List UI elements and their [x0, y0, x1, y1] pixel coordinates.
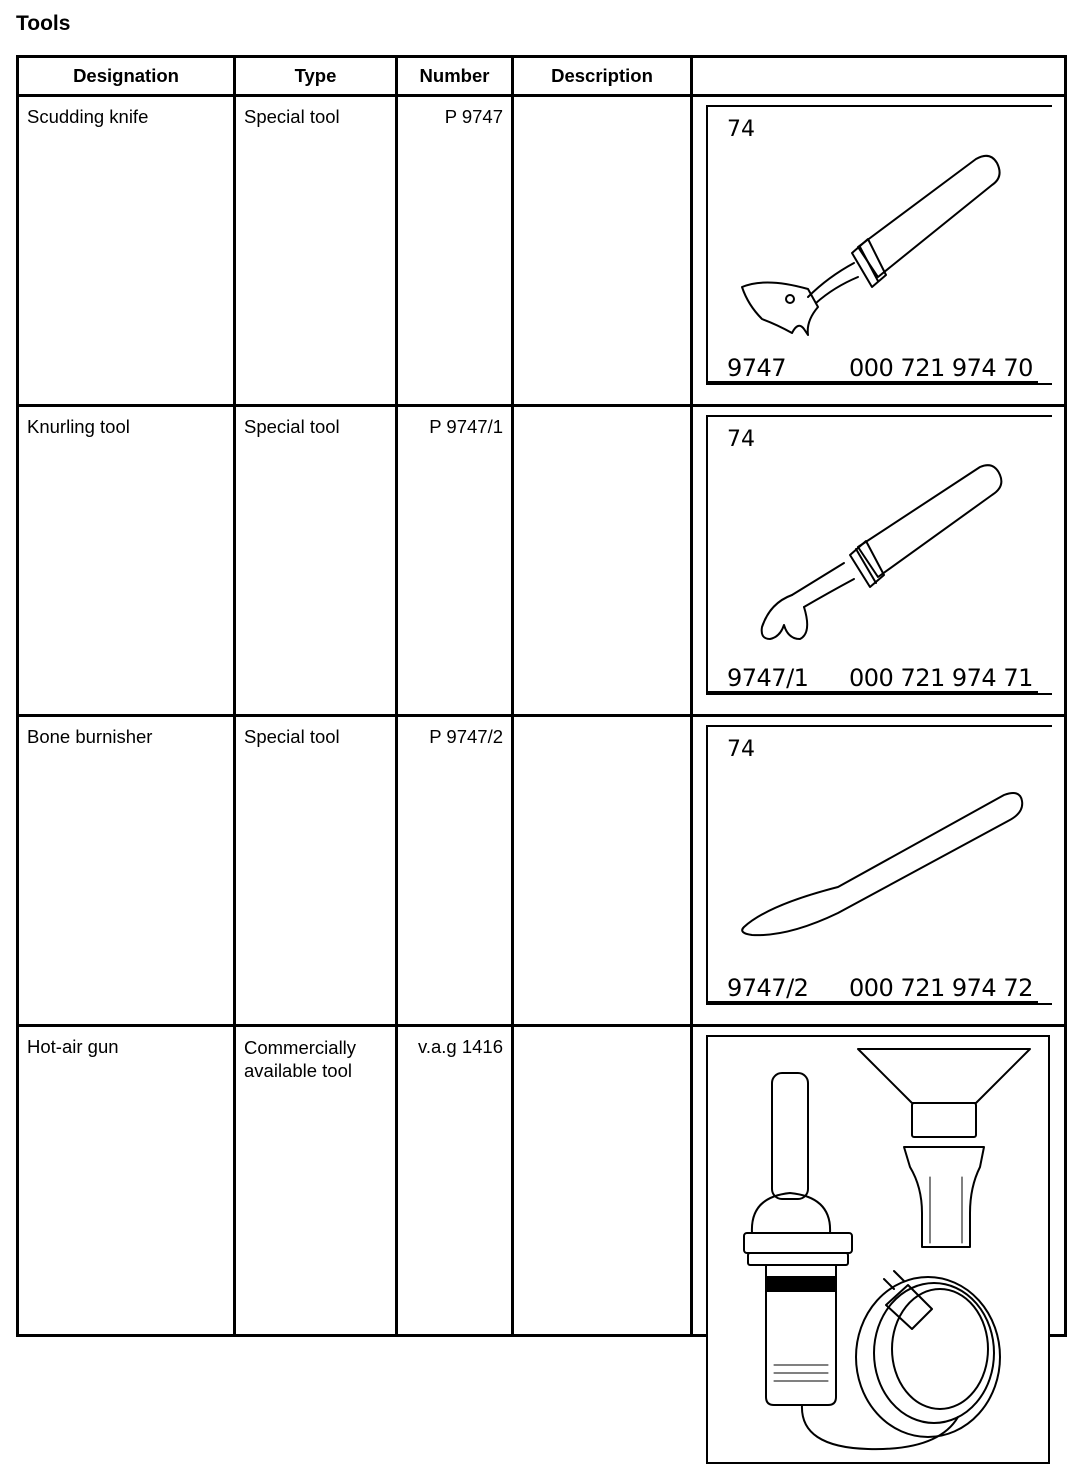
- bone-burnisher-icon: [708, 727, 1052, 1005]
- cell-designation: Scudding knife: [18, 96, 235, 406]
- cell-description: [513, 96, 692, 406]
- illustration-top-label: 74: [727, 737, 755, 762]
- col-header-type: Type: [235, 57, 397, 96]
- page-title: Tools: [16, 12, 71, 35]
- cell-type: Special tool: [235, 716, 397, 1026]
- part-number-label: 000 721 974 72: [849, 974, 1033, 1002]
- cell-designation: Bone burnisher: [18, 716, 235, 1026]
- illustration-bottom-label: [727, 664, 1033, 692]
- cell-image: [692, 1026, 1066, 1336]
- scudding-knife-icon: [708, 107, 1052, 385]
- cell-image: [692, 96, 1066, 406]
- tool-number-label: 9747: [727, 354, 787, 382]
- table-row: [18, 406, 1066, 716]
- illustration-top-label: 74: [727, 117, 755, 142]
- hot-air-gun-icon: [708, 1037, 1050, 1464]
- tools-table: [16, 55, 1067, 1337]
- part-number-label: 000 721 974 71: [849, 664, 1033, 692]
- tool-illustration: [706, 105, 1052, 385]
- cell-image: [692, 406, 1066, 716]
- cell-description: [513, 406, 692, 716]
- cell-type: Special tool: [235, 96, 397, 406]
- part-number-label: 000 721 974 70: [849, 354, 1033, 382]
- cell-type: [235, 1026, 397, 1336]
- cell-type: Special tool: [235, 406, 397, 716]
- tool-number-label: 9747/2: [727, 974, 809, 1002]
- cell-number: P 9747/1: [397, 406, 513, 716]
- illustration-bottom-label: [727, 354, 1033, 382]
- table-row: [18, 716, 1066, 1026]
- cell-number: P 9747: [397, 96, 513, 406]
- cell-description: [513, 1026, 692, 1336]
- cell-designation: Hot-air gun: [18, 1026, 235, 1336]
- tool-illustration: [706, 415, 1052, 695]
- cell-number: P 9747/2: [397, 716, 513, 1026]
- cell-designation: Knurling tool: [18, 406, 235, 716]
- illustration-top-label: 74: [727, 427, 755, 452]
- cell-number: v.a.g 1416: [397, 1026, 513, 1336]
- tool-illustration: [706, 1035, 1050, 1464]
- illustration-bottom-label: [727, 974, 1033, 1002]
- table-header-row: [18, 57, 1066, 96]
- table-row: [18, 1026, 1066, 1336]
- cell-type-line2: available tool: [244, 1060, 352, 1081]
- col-header-image: [692, 57, 1066, 96]
- tool-illustration: [706, 725, 1052, 1005]
- knurling-tool-icon: [708, 417, 1052, 695]
- col-header-description: Description: [513, 57, 692, 96]
- col-header-number: Number: [397, 57, 513, 96]
- tool-number-label: 9747/1: [727, 664, 809, 692]
- cell-type-line1: Commercially: [244, 1037, 357, 1058]
- cell-description: [513, 716, 692, 1026]
- table-row: [18, 96, 1066, 406]
- col-header-designation: Designation: [18, 57, 235, 96]
- cell-image: [692, 716, 1066, 1026]
